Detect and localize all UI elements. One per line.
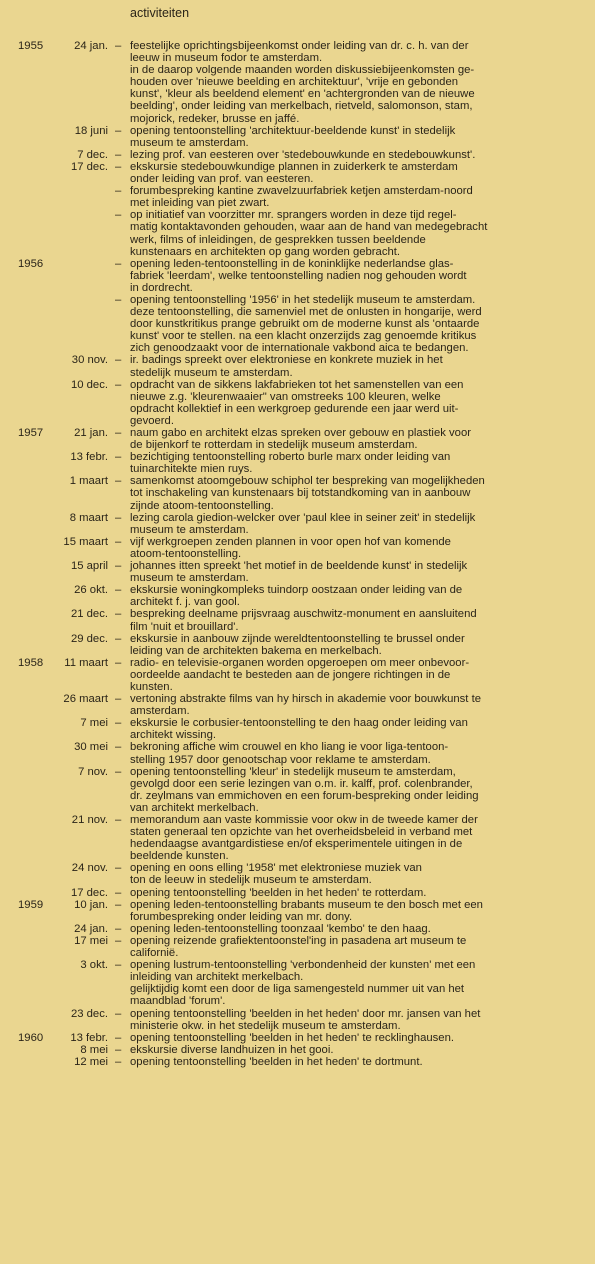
entry-date: 12 mei xyxy=(74,1055,108,1068)
entry-date: 8 mei xyxy=(80,1043,108,1056)
activity-entry xyxy=(0,862,595,886)
entry-date: 8 maart xyxy=(69,511,108,524)
activity-entry xyxy=(0,1044,595,1056)
entry-date: 10 dec. xyxy=(70,378,108,391)
entry-dash: – xyxy=(115,632,122,645)
entry-line: ton de leeuw in stedelijk museum te amsterdam. xyxy=(130,874,372,887)
entry-date: 24 jan. xyxy=(74,40,108,52)
entry-text xyxy=(130,717,585,741)
entry-text xyxy=(130,899,585,923)
entry-line: fabriek 'leerdam', welke tentoonstelling nadien nog gehouden wordt xyxy=(130,269,467,282)
entry-line: forumbespreking kantine zwavelzuurfabriek ketjen amsterdam-noord xyxy=(130,185,473,198)
entry-date: 24 jan. xyxy=(74,922,108,935)
entry-line: maandblad 'forum'. xyxy=(130,995,226,1008)
entry-line: opening tentoonstelling 'beelden in het heden' te recklinghausen. xyxy=(130,1031,455,1044)
entry-dash: – xyxy=(115,1055,122,1068)
entry-line: forumbespreking onder leiding van mr. dony. xyxy=(130,910,353,923)
entry-dash: – xyxy=(115,898,122,911)
entry-dash: – xyxy=(115,1043,122,1056)
entry-line: kunst' voor te stellen. na een klacht onzerzijds zag genoemde kritikus xyxy=(130,330,477,343)
entry-date: 15 maart xyxy=(63,535,108,548)
entry-text xyxy=(130,475,585,511)
entry-line: bespreking deelname prijsvraag auschwitz-monument en aansluitend xyxy=(130,608,477,621)
entry-text xyxy=(130,1056,585,1068)
activity-entry xyxy=(0,536,595,560)
entry-dash: – xyxy=(115,717,122,730)
entry-date: 30 mei xyxy=(74,741,108,754)
entry-line: opening tentoonstelling 'kleur' in stedelijk museum te amsterdam, xyxy=(130,765,456,778)
entry-text xyxy=(130,862,585,886)
entry-dash: – xyxy=(115,584,122,597)
entry-line: oordeelde aandacht te besteden aan de jongere richtingen in de xyxy=(130,668,451,681)
entry-dash: – xyxy=(115,209,122,222)
entry-line: lezing carola giedion-welcker over 'paul klee in seiner zeit' in stedelijk xyxy=(130,511,476,524)
entry-date: 10 jan. xyxy=(74,898,108,911)
activity-entry xyxy=(0,185,595,209)
entry-dash: – xyxy=(115,185,122,198)
activity-entry xyxy=(0,560,595,584)
entry-year: 1960 xyxy=(18,1031,44,1044)
entry-line: deze tentoonstelling, die samenviel met de onlusten in hongarije, werd xyxy=(130,306,482,319)
entry-text xyxy=(130,258,585,294)
entry-dash: – xyxy=(115,1007,122,1020)
entry-line: ekskursie woningkompleks tuindorp oostzaan onder leiding van de xyxy=(130,584,463,597)
entry-line: kunst', 'kleur als beeldend element' en 'achtergronden van de nieuwe xyxy=(130,88,475,101)
entry-line: architekt wissing. xyxy=(130,729,217,742)
activity-entry xyxy=(0,475,595,511)
entry-line: californië. xyxy=(130,947,179,960)
entry-text xyxy=(130,427,585,451)
entry-dash: – xyxy=(115,959,122,972)
entry-dash: – xyxy=(115,741,122,754)
activity-entry xyxy=(0,354,595,378)
entry-line: mojorick, redeker, brusse en jaffé. xyxy=(130,112,300,125)
entry-line: in dordrecht. xyxy=(130,281,193,294)
entry-text xyxy=(130,40,585,125)
entry-line: stelling 1957 door genootschap voor reklame te amsterdam. xyxy=(130,753,431,766)
entry-line: opening tentoonstelling '1956' in het stedelijk museum te amsterdam. xyxy=(130,293,476,306)
entry-line: memorandum aan vaste kommissie voor okw in de tweede kamer der xyxy=(130,814,478,826)
entry-line: matig kontaktavonden gehouden, waar aan de hand van medegebracht xyxy=(130,221,488,234)
entry-line: opening tentoonstelling 'beelden in het heden' te rotterdam. xyxy=(130,886,427,899)
entry-line: film 'nuit et brouillard'. xyxy=(130,620,239,633)
activity-entry xyxy=(0,149,595,161)
entry-date: 7 mei xyxy=(80,717,108,730)
entry-date: 17 mei xyxy=(74,934,108,947)
entry-date: 26 maart xyxy=(63,693,108,706)
entry-date: 29 dec. xyxy=(70,632,108,645)
entry-text xyxy=(130,125,585,149)
entry-line: werk, films of inleidingen, de gesprekken tussen beeldende xyxy=(130,233,426,246)
entry-text xyxy=(130,149,585,161)
entry-dash: – xyxy=(115,124,122,137)
activity-entry xyxy=(0,1056,595,1068)
entry-date: 21 jan. xyxy=(74,427,108,439)
entry-dash: – xyxy=(115,535,122,548)
entry-text xyxy=(130,608,585,632)
entry-line: opening tentoonstelling 'beelden in het heden' te dortmunt. xyxy=(130,1055,423,1068)
entry-date: 17 dec. xyxy=(70,886,108,899)
entry-line: museum te amsterdam. xyxy=(130,136,249,149)
entry-line: naum gabo en architekt elzas spreken over gebouw en plastiek voor xyxy=(130,427,471,439)
activity-entry xyxy=(0,935,595,959)
entry-dash: – xyxy=(115,293,122,306)
entry-line: tot inschakeling van kunstenaars bij totstandkoming van in aanbouw xyxy=(130,487,471,500)
entry-dash: – xyxy=(115,886,122,899)
activity-entry xyxy=(0,294,595,354)
entry-text xyxy=(130,1008,585,1032)
entry-dash: – xyxy=(115,560,122,573)
entry-line: leiding van de architekten bakema en merkelbach. xyxy=(130,644,382,657)
entry-line: met inleiding van piet zwart. xyxy=(130,197,270,210)
entry-line: bekroning affiche wim crouwel en kho liang ie voor liga-tentoon- xyxy=(130,741,449,754)
entry-line: samenkomst atoomgebouw schiphol ter bespreking van mogelijkheden xyxy=(130,475,485,488)
entry-year: 1959 xyxy=(18,898,44,911)
activity-entry xyxy=(0,959,595,1007)
entry-line: op initiatief van voorzitter mr. sprangers worden in deze tijd regel- xyxy=(130,209,457,222)
entry-line: nieuwe z.g. 'kleurenwaaier" van omstreeks 100 kleuren, welke xyxy=(130,390,441,403)
entry-line: amsterdam. xyxy=(130,705,190,718)
activity-entry xyxy=(0,693,595,717)
entry-line: ekskursie le corbusier-tentoonstelling te den haag onder leiding van xyxy=(130,717,468,730)
activity-entry xyxy=(0,887,595,899)
entry-text xyxy=(130,1032,585,1044)
activity-entry xyxy=(0,766,595,814)
entry-dash: – xyxy=(115,451,122,464)
activity-entry xyxy=(0,125,595,149)
entry-date: 13 febr. xyxy=(70,1031,108,1044)
entry-dash: – xyxy=(115,934,122,947)
entry-dash: – xyxy=(115,656,122,669)
entry-date: 3 okt. xyxy=(80,959,108,972)
entry-line: inleiding van architekt merkelbach. xyxy=(130,971,304,984)
entry-line: hedendaagse avantgardistiese en/of eksperimentele uitingen in de xyxy=(130,838,463,851)
entry-date: 7 nov. xyxy=(78,765,108,778)
entry-line: vijf werkgroepen zenden plannen in voor open hof van komende xyxy=(130,535,451,548)
entry-text xyxy=(130,693,585,717)
entry-line: radio- en televisie-organen worden opgeroepen om meer onbevoor- xyxy=(130,656,470,669)
entry-dash: – xyxy=(115,693,122,706)
entry-line: ir. badings spreekt over elektroniese en konkrete muziek in het xyxy=(130,354,443,367)
entry-text xyxy=(130,209,585,257)
activity-entry xyxy=(0,209,595,257)
entry-line: ekskursie in aanbouw zijnde wereldtentoonstelling te brussel onder xyxy=(130,632,465,645)
entry-line: gevolgd door een serie lezingen van o.m. ir. kalff, prof. colenbrander, xyxy=(130,777,473,790)
entry-line: beeldende kunsten. xyxy=(130,850,229,863)
entry-line: staten generaal ten opzichte van het overheidsbeleid in verband met xyxy=(130,826,473,839)
entry-line: stedelijk museum te amsterdam. xyxy=(130,366,293,379)
entry-year: 1955 xyxy=(18,40,44,52)
entry-text xyxy=(130,379,585,427)
entry-line: museum te amsterdam. xyxy=(130,572,249,585)
entry-date: 13 febr. xyxy=(70,451,108,464)
entry-year: 1958 xyxy=(18,656,44,669)
entry-line: johannes itten spreekt 'het motief in de beeldende kunst' in stedelijk xyxy=(130,560,468,573)
entry-date: 7 dec. xyxy=(77,148,108,161)
entry-line: zijnde atoom-tentoonstelling. xyxy=(130,499,274,512)
activity-entry xyxy=(0,814,595,862)
entry-text xyxy=(130,923,585,935)
entry-line: van architekt merkelbach. xyxy=(130,801,259,814)
entry-line: architekt f. j. van gool. xyxy=(130,596,240,609)
entry-text xyxy=(130,560,585,584)
entry-line: atoom-tentoonstelling. xyxy=(130,547,242,560)
activity-entry xyxy=(0,608,595,632)
entry-line: opening en oons elling '1958' met elektroniese muziek van xyxy=(130,862,422,875)
activity-entry xyxy=(0,379,595,427)
activity-entry xyxy=(0,1032,595,1044)
entry-date: 11 maart xyxy=(64,656,108,669)
entry-text xyxy=(130,584,585,608)
activity-entry xyxy=(0,923,595,935)
entry-line: kunstenaars en architekten op gang worden gebracht. xyxy=(130,245,401,258)
entry-text xyxy=(130,887,585,899)
entry-text xyxy=(130,657,585,693)
entry-date: 26 okt. xyxy=(74,584,108,597)
entry-line: de bijenkorf te rotterdam in stedelijk museum amsterdam. xyxy=(130,439,418,452)
entry-line: opening reizende grafiektentoonstel'ing in pasadena art museum te xyxy=(130,934,467,947)
activity-entry xyxy=(0,258,595,294)
entry-line: museum te amsterdam. xyxy=(130,523,249,536)
activity-entry xyxy=(0,584,595,608)
entry-line: opening tentoonstelling 'architektuur-beeldende kunst' in stedelijk xyxy=(130,124,456,137)
page-heading: activiteiten xyxy=(130,6,190,20)
activity-entry xyxy=(0,633,595,657)
entry-line: leeuw in museum fodor te amsterdam. xyxy=(130,52,323,65)
activity-entry xyxy=(0,657,595,693)
entry-date: 23 dec. xyxy=(70,1007,108,1020)
activity-entry xyxy=(0,40,595,125)
activity-entry xyxy=(0,741,595,765)
activity-entry xyxy=(0,512,595,536)
activity-entry xyxy=(0,1008,595,1032)
entry-line: opening leden-tentoonstelling brabants museum te den bosch met een xyxy=(130,898,483,911)
entry-text xyxy=(130,633,585,657)
entry-dash: – xyxy=(115,40,122,52)
entry-line: opening lustrum-tentoonstelling 'verbondenheid der kunsten' met een xyxy=(130,959,476,972)
entry-text xyxy=(130,814,585,862)
entry-line: ekskursie diverse landhuizen in het gooi. xyxy=(130,1043,334,1056)
entry-date: 21 nov. xyxy=(71,814,108,826)
entry-date: 1 maart xyxy=(69,475,108,488)
entry-dash: – xyxy=(115,608,122,621)
entry-text xyxy=(130,536,585,560)
activity-entry xyxy=(0,451,595,475)
entry-text xyxy=(130,935,585,959)
entry-dash: – xyxy=(115,475,122,488)
entry-line: opening tentoonstelling 'beelden in het heden' door mr. jansen van het xyxy=(130,1007,481,1020)
entry-dash: – xyxy=(115,427,122,439)
entry-dash: – xyxy=(115,814,122,826)
entry-dash: – xyxy=(115,148,122,161)
entry-dash: – xyxy=(115,257,122,270)
entry-dash: – xyxy=(115,862,122,875)
entry-text xyxy=(130,512,585,536)
entry-dash: – xyxy=(115,354,122,367)
entry-line: ekskursie stedebouwkundige plannen in zuiderkerk te amsterdam xyxy=(130,160,458,173)
entry-line: houden over 'nieuwe beelding en architektuur', 'vrije en gebonden xyxy=(130,76,459,89)
entry-text xyxy=(130,1044,585,1056)
entry-line: opdracht van de sikkens lakfabrieken tot het samenstellen van een xyxy=(130,378,464,391)
entry-line: onder leiding van prof. van eesteren. xyxy=(130,173,314,186)
entry-text xyxy=(130,294,585,354)
entry-line: beelding', onder leiding van merkelbach, rietveld, salomonson, stam, xyxy=(130,100,473,113)
entry-text xyxy=(130,185,585,209)
activity-list xyxy=(0,40,595,1068)
entry-line: opening leden-tentoonstelling toonzaal 'kembo' te den haag. xyxy=(130,922,431,935)
activity-entry xyxy=(0,899,595,923)
entry-dash: – xyxy=(115,922,122,935)
entry-dash: – xyxy=(115,378,122,391)
entry-line: dr. zeylmans van emmichoven en een forum-bespreking onder leiding xyxy=(130,789,479,802)
entry-text xyxy=(130,451,585,475)
entry-text xyxy=(130,766,585,814)
entry-line: tuinarchitekte mien ruys. xyxy=(130,463,253,476)
entry-line: zich genoodzaakt voor de internationale vakbond aica te bedangen. xyxy=(130,342,469,355)
entry-line: lezing prof. van eesteren over 'stedebouwkunde en stedebouwkunst'. xyxy=(130,148,476,161)
entry-date: 30 nov. xyxy=(71,354,108,367)
entry-date: 24 nov. xyxy=(71,862,108,875)
entry-text xyxy=(130,959,585,1007)
entry-year: 1956 xyxy=(18,257,44,270)
activity-entry xyxy=(0,427,595,451)
entry-date: 17 dec. xyxy=(70,160,108,173)
entry-dash: – xyxy=(115,160,122,173)
entry-dash: – xyxy=(115,511,122,524)
entry-date: 21 dec. xyxy=(70,608,108,621)
activity-entry xyxy=(0,161,595,185)
entry-date: 18 juni xyxy=(74,124,108,137)
entry-line: opening leden-tentoonstelling in de koninklijke nederlandse glas- xyxy=(130,257,454,270)
entry-date: 15 april xyxy=(70,560,108,573)
entry-text xyxy=(130,354,585,378)
entry-line: gelijktijdig komt een door de liga samengesteld nummer uit van het xyxy=(130,983,465,996)
entry-text xyxy=(130,741,585,765)
entry-line: bezichtiging tentoonstelling roberto burle marx onder leiding van xyxy=(130,451,451,464)
entry-line: opdracht kollektief in een werkgroep gedurende een jaar werd uit- xyxy=(130,402,459,415)
entry-line: feestelijke oprichtingsbijeenkomst onder leiding van dr. c. h. van der xyxy=(130,40,469,52)
entry-line: kunsten. xyxy=(130,680,173,693)
entry-line: ministerie okw. in het stedelijk museum te amsterdam. xyxy=(130,1019,401,1032)
entry-text xyxy=(130,161,585,185)
entry-line: vertoning abstrakte films van hy hirsch in akademie voor bouwkunst te xyxy=(130,693,482,706)
activity-entry xyxy=(0,717,595,741)
entry-dash: – xyxy=(115,765,122,778)
entry-line: in de daarop volgende maanden worden diskussiebijeenkomsten ge- xyxy=(130,64,475,77)
entry-line: door kunstkritikus prange gebruikt om de moderne kunst als 'ontaarde xyxy=(130,318,480,331)
entry-year: 1957 xyxy=(18,427,44,439)
entry-dash: – xyxy=(115,1031,122,1044)
entry-line: gevoerd. xyxy=(130,414,174,427)
